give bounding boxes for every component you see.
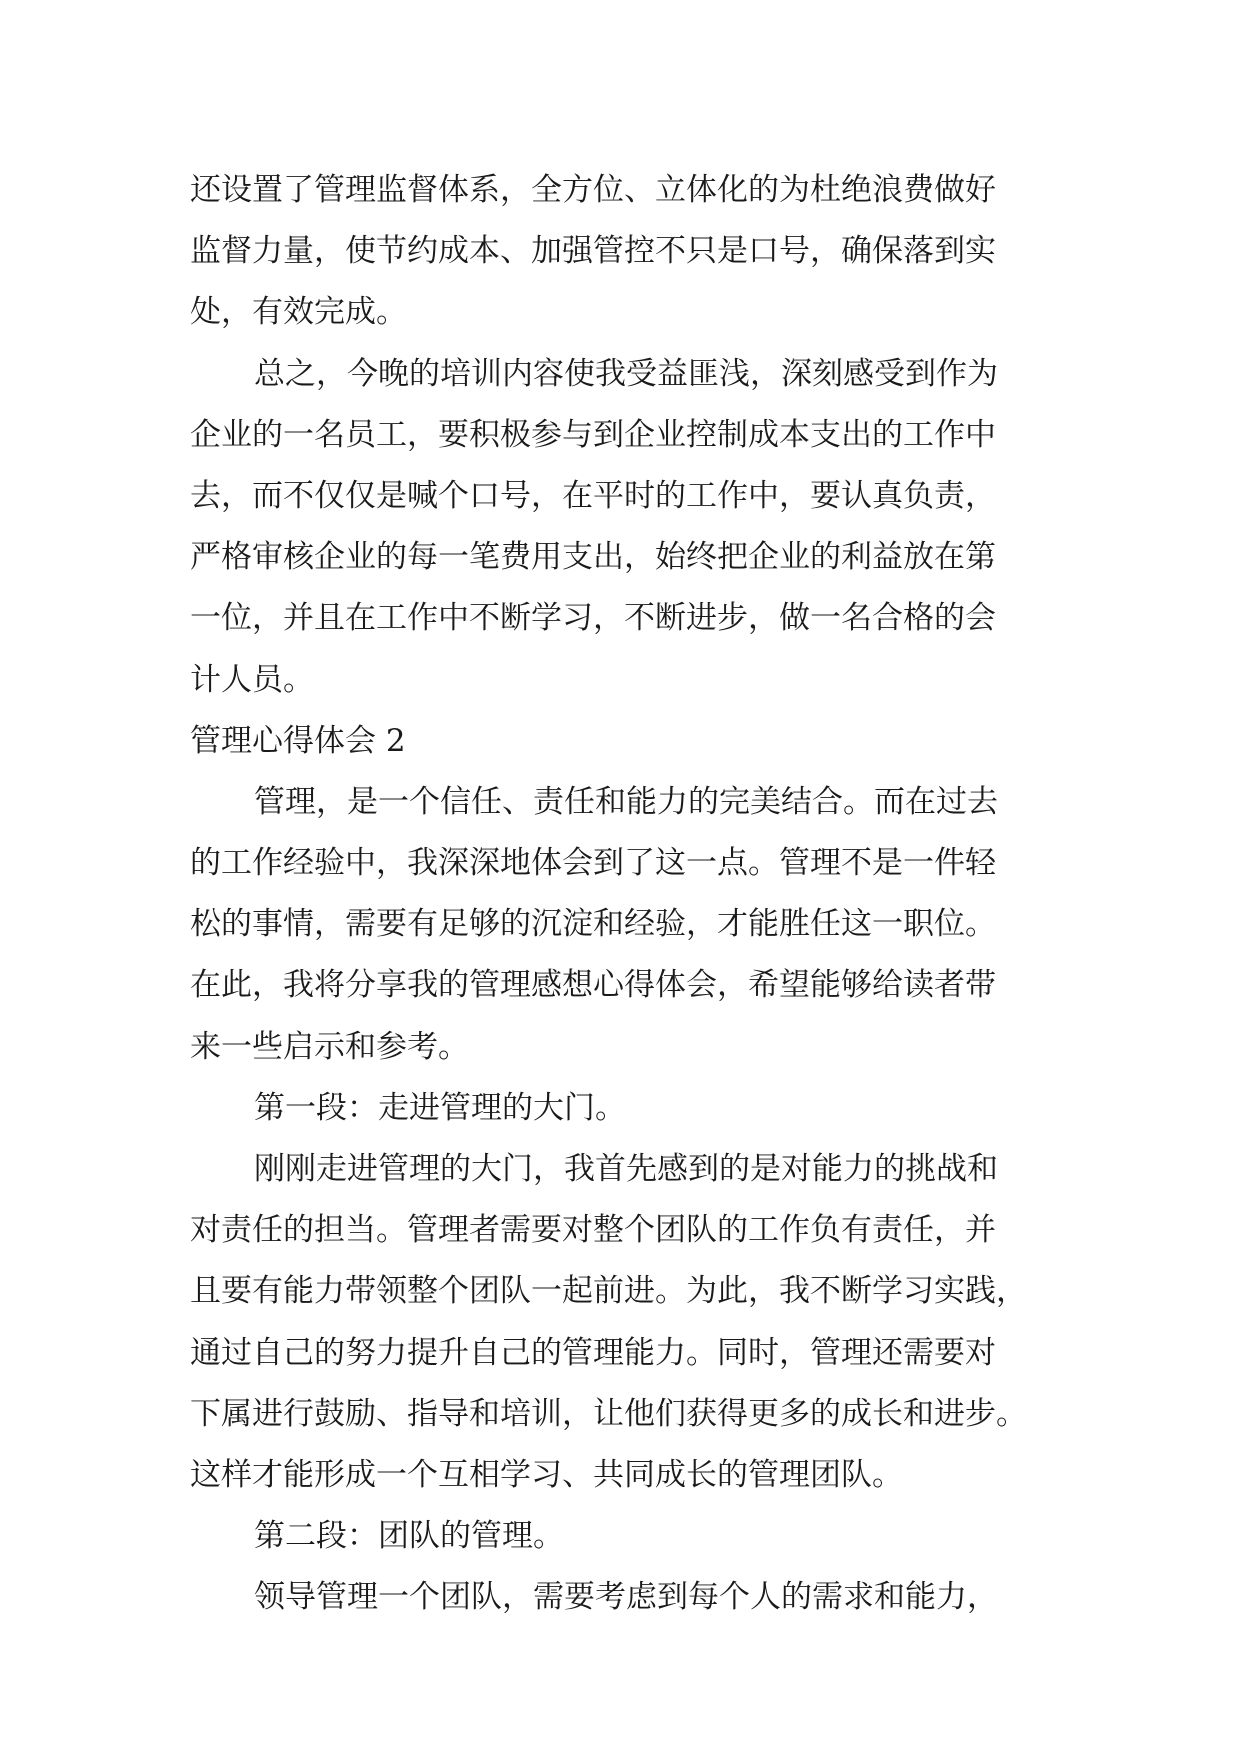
paragraph-start-line: 领导管理一个团队，需要考虑到每个人的需求和能力，: [254, 1579, 998, 1616]
text-line: 下属进行鼓励、指导和培训，让他们获得更多的成长和进步。: [190, 1395, 1027, 1432]
text-line: 的工作经验中，我深深地体会到了这一点。管理不是一件轻: [190, 845, 996, 882]
text-line: 来一些启示和参考。: [190, 1028, 469, 1065]
text-line: 一位，并且在工作中不断学习，不断进步，做一名合格的会: [190, 600, 996, 637]
text-line: 在此，我将分享我的管理感想心得体会，希望能够给读者带: [190, 967, 996, 1004]
paragraph-start-line: 管理，是一个信任、责任和能力的完美结合。而在过去: [254, 783, 998, 820]
text-line: 松的事情，需要有足够的沉淀和经验，才能胜任这一职位。: [190, 906, 996, 943]
text-line: 这样才能形成一个互相学习、共同成长的管理团队。: [190, 1456, 903, 1493]
document-body: [190, 160, 1070, 1629]
paragraph-start-line: 刚刚走进管理的大门，我首先感到的是对能力的挑战和: [254, 1151, 998, 1187]
text-line: 且要有能力带领整个团队一起前进。为此，我不断学习实践，: [190, 1273, 1027, 1310]
paragraph-start-line: 总之，今晚的培训内容使我受益匪浅，深刻感受到作为: [254, 355, 998, 392]
subsection-heading: 第一段：走进管理的大门。: [254, 1089, 626, 1126]
text-line: 计人员。: [190, 661, 314, 698]
text-line: 通过自己的努力提升自己的管理能力。同时，管理还需要对: [190, 1334, 996, 1371]
text-line: 企业的一名员工，要积极参与到企业控制成本支出的工作中: [190, 416, 996, 453]
text-line: 还设置了管理监督体系，全方位、立体化的为杜绝浪费做好: [190, 172, 996, 208]
subsection-heading: 第二段：团队的管理。: [254, 1518, 564, 1555]
text-line: 严格审核企业的每一笔费用支出，始终把企业的利益放在第: [190, 539, 996, 576]
text-line: 处，有效完成。: [190, 294, 407, 331]
text-line: 去，而不仅仅是喊个口号，在平时的工作中，要认真负责，: [190, 477, 996, 514]
text-line: 对责任的担当。管理者需要对整个团队的工作负有责任，并: [190, 1212, 996, 1249]
section-heading: 管理心得体会 2: [190, 722, 406, 759]
text-line: 监督力量，使节约成本、加强管控不只是口号，确保落到实: [190, 233, 996, 270]
